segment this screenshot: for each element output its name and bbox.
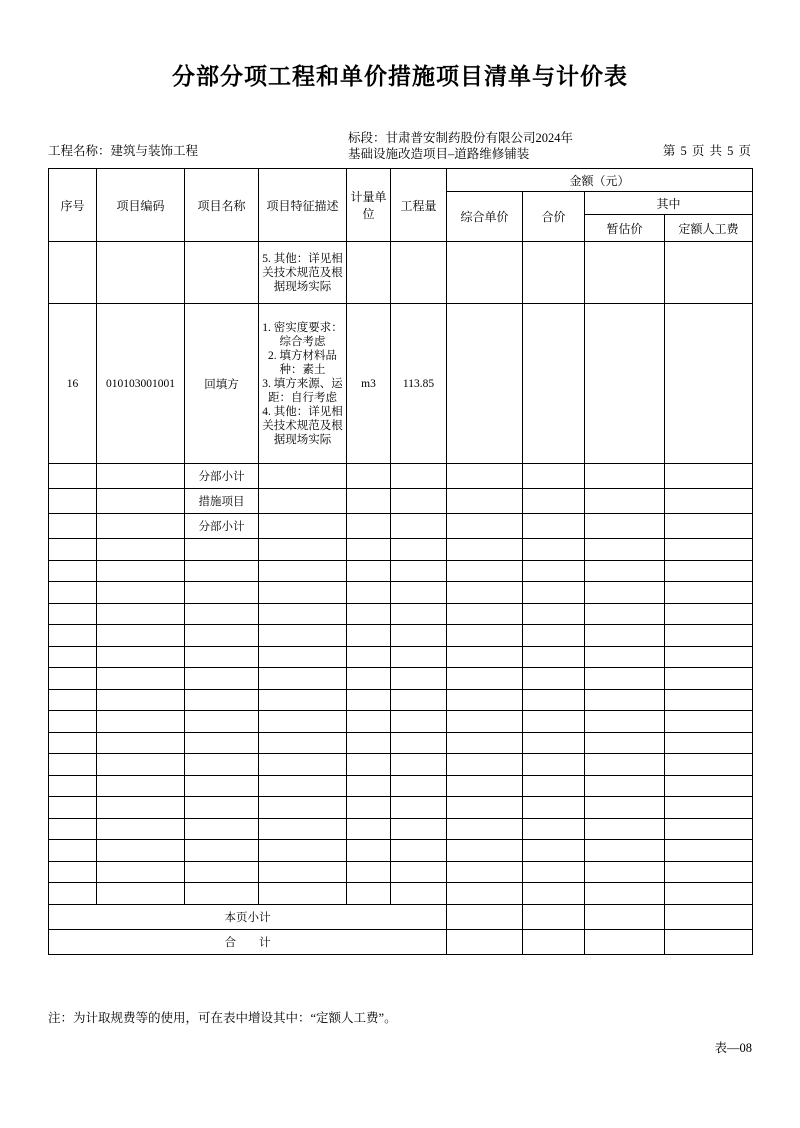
cell-name[interactable] [185, 560, 259, 582]
cell-seq[interactable]: 16 [49, 304, 97, 464]
cell-provisional[interactable] [585, 883, 665, 905]
lot-value-line1: 甘肃普安制药股份有限公司2024年 [385, 131, 574, 145]
cell-total-price[interactable] [523, 754, 585, 776]
cell-unit[interactable] [347, 883, 391, 905]
cell-total-price[interactable] [523, 775, 585, 797]
cell-total-price[interactable] [523, 732, 585, 754]
cell-feature[interactable] [259, 797, 347, 819]
cell-unit-price[interactable] [447, 797, 523, 819]
cell-labor[interactable] [665, 514, 753, 539]
cell-code[interactable] [97, 242, 185, 304]
cell-name[interactable] [185, 242, 259, 304]
cell-unit-price[interactable] [447, 514, 523, 539]
cell-quantity[interactable] [391, 489, 447, 514]
table-row[interactable] [49, 464, 753, 489]
table-row-blank[interactable] [49, 646, 753, 668]
cell-provisional[interactable] [585, 732, 665, 754]
cell-feature[interactable]: 5. 其他：详见相关技术规范及根据现场实际 [259, 242, 347, 304]
cell-labor[interactable] [665, 883, 753, 905]
cell-unit-price[interactable] [447, 464, 523, 489]
cell-total-price[interactable] [523, 560, 585, 582]
table-row-blank[interactable] [49, 560, 753, 582]
cell-total-price[interactable] [523, 689, 585, 711]
column-header-unit-price: 综合单价 [447, 192, 523, 242]
cell-provisional[interactable] [585, 840, 665, 862]
column-header-quantity: 工程量 [391, 169, 447, 242]
cell-total-price[interactable] [523, 840, 585, 862]
cell-unit[interactable] [347, 668, 391, 690]
cell-labor[interactable] [665, 489, 753, 514]
cell-name[interactable] [185, 625, 259, 647]
cell-labor[interactable] [665, 797, 753, 819]
cell-feature[interactable] [259, 668, 347, 690]
cell-quantity[interactable] [391, 732, 447, 754]
column-header-among: 其中 [585, 192, 753, 215]
cell-footer-provisional[interactable] [585, 904, 665, 929]
cell-provisional[interactable] [585, 560, 665, 582]
cell-seq[interactable] [49, 883, 97, 905]
cell-footer-total-price[interactable] [523, 904, 585, 929]
cell-unit-price[interactable] [447, 732, 523, 754]
column-header-feature: 项目特征描述 [259, 169, 347, 242]
cell-code[interactable] [97, 489, 185, 514]
cell-feature[interactable] [259, 603, 347, 625]
table-row-blank[interactable] [49, 689, 753, 711]
cell-name[interactable] [185, 539, 259, 561]
cell-feature[interactable] [259, 861, 347, 883]
table-row[interactable] [49, 242, 753, 304]
cell-quantity[interactable] [391, 861, 447, 883]
table-row[interactable] [49, 489, 753, 514]
cell-labor[interactable] [665, 754, 753, 776]
cell-name[interactable] [185, 818, 259, 840]
cell-unit[interactable] [347, 818, 391, 840]
cell-unit[interactable] [347, 625, 391, 647]
cell-feature[interactable] [259, 625, 347, 647]
cell-name[interactable] [185, 668, 259, 690]
cell-quantity[interactable] [391, 797, 447, 819]
cell-code[interactable] [97, 861, 185, 883]
cell-provisional[interactable] [585, 646, 665, 668]
column-header-seq: 序号 [49, 169, 97, 242]
cell-labor[interactable] [665, 840, 753, 862]
cell-footer-labor[interactable] [665, 929, 753, 954]
cell-code[interactable] [97, 539, 185, 561]
cell-seq[interactable] [49, 539, 97, 561]
table-row-blank[interactable] [49, 625, 753, 647]
column-header-code: 项目编码 [97, 169, 185, 242]
cell-code[interactable] [97, 840, 185, 862]
cell-total-price[interactable] [523, 514, 585, 539]
lot-field [348, 130, 573, 162]
cell-quantity[interactable] [391, 646, 447, 668]
cell-name[interactable]: 措施项目 [185, 489, 259, 514]
cell-labor[interactable] [665, 861, 753, 883]
cell-code[interactable]: 010103001001 [97, 304, 185, 464]
cell-unit-price[interactable] [447, 560, 523, 582]
cell-unit-price[interactable] [447, 818, 523, 840]
cell-name[interactable] [185, 732, 259, 754]
cell-unit[interactable] [347, 840, 391, 862]
cell-quantity[interactable] [391, 668, 447, 690]
cell-provisional[interactable] [585, 861, 665, 883]
cell-footer-labor[interactable] [665, 904, 753, 929]
cell-total-price[interactable] [523, 489, 585, 514]
cell-unit-price[interactable] [447, 775, 523, 797]
cell-code[interactable] [97, 883, 185, 905]
table-note: 注：为计取规费等的使用，可在表中增设其中：“定额人工费”。 [48, 1011, 397, 1025]
cell-total-price[interactable] [523, 539, 585, 561]
cell-name[interactable] [185, 603, 259, 625]
cell-unit[interactable] [347, 861, 391, 883]
document-meta [48, 130, 752, 166]
table-row-blank[interactable] [49, 539, 753, 561]
cell-provisional[interactable] [585, 489, 665, 514]
cell-seq[interactable] [49, 732, 97, 754]
cell-labor[interactable] [665, 711, 753, 733]
cell-provisional[interactable] [585, 711, 665, 733]
cell-name[interactable] [185, 840, 259, 862]
cell-quantity[interactable] [391, 560, 447, 582]
cell-unit-price[interactable] [447, 840, 523, 862]
cell-seq[interactable] [49, 840, 97, 862]
cell-labor[interactable] [665, 668, 753, 690]
cell-name[interactable] [185, 775, 259, 797]
cell-feature[interactable] [259, 754, 347, 776]
cell-labor[interactable] [665, 775, 753, 797]
table-row[interactable] [49, 514, 753, 539]
cell-unit[interactable] [347, 775, 391, 797]
cell-provisional[interactable] [585, 582, 665, 604]
cell-quantity[interactable] [391, 711, 447, 733]
cell-labor[interactable] [665, 625, 753, 647]
cell-unit[interactable] [347, 646, 391, 668]
cell-total-price[interactable] [523, 242, 585, 304]
cell-seq[interactable] [49, 514, 97, 539]
project-name-value: 建筑与装饰工程 [110, 144, 199, 158]
cell-seq[interactable] [49, 603, 97, 625]
cell-quantity[interactable]: 113.85 [391, 304, 447, 464]
cell-provisional[interactable] [585, 668, 665, 690]
cell-unit[interactable] [347, 732, 391, 754]
table-row-blank[interactable] [49, 732, 753, 754]
cell-unit-price[interactable] [447, 754, 523, 776]
cell-unit-price[interactable] [447, 625, 523, 647]
cell-quantity[interactable] [391, 464, 447, 489]
cell-name[interactable] [185, 646, 259, 668]
cell-seq[interactable] [49, 489, 97, 514]
page-title: 分部分项工程和单价措施项目清单与计价表 [172, 63, 628, 89]
table-row-blank[interactable] [49, 840, 753, 862]
cell-unit[interactable] [347, 539, 391, 561]
cell-code[interactable] [97, 754, 185, 776]
cell-code[interactable] [97, 646, 185, 668]
cell-total-price[interactable] [523, 625, 585, 647]
project-name-label: 工程名称： [48, 144, 111, 158]
cell-quantity[interactable] [391, 689, 447, 711]
cell-total-price[interactable] [523, 797, 585, 819]
cell-code[interactable] [97, 711, 185, 733]
column-header-unit: 计量单位 [347, 169, 391, 242]
table-row-blank[interactable] [49, 775, 753, 797]
cell-code[interactable] [97, 464, 185, 489]
cell-code[interactable] [97, 560, 185, 582]
cell-quantity[interactable] [391, 840, 447, 862]
cell-feature[interactable] [259, 539, 347, 561]
cell-provisional[interactable] [585, 775, 665, 797]
page-indicator: 第 5 页 共 5 页 [662, 144, 752, 158]
cell-unit-price[interactable] [447, 304, 523, 464]
cell-labor[interactable] [665, 539, 753, 561]
table-row[interactable] [49, 304, 753, 464]
table-row-blank[interactable] [49, 883, 753, 905]
cell-seq[interactable] [49, 775, 97, 797]
cell-seq[interactable] [49, 689, 97, 711]
cell-footer-label: 合 计 [49, 929, 447, 954]
cell-unit[interactable]: m3 [347, 304, 391, 464]
cell-name[interactable] [185, 689, 259, 711]
cell-quantity[interactable] [391, 775, 447, 797]
cell-feature[interactable] [259, 489, 347, 514]
column-header-total-price: 合价 [523, 192, 585, 242]
cell-total-price[interactable] [523, 668, 585, 690]
cell-total-price[interactable] [523, 711, 585, 733]
cell-labor[interactable] [665, 464, 753, 489]
column-header-amount-group: 金额（元） [447, 169, 753, 192]
cell-labor[interactable] [665, 582, 753, 604]
cell-total-price[interactable] [523, 861, 585, 883]
cell-seq[interactable] [49, 560, 97, 582]
cell-labor[interactable] [665, 818, 753, 840]
cell-seq[interactable] [49, 711, 97, 733]
cell-total-price[interactable] [523, 464, 585, 489]
cell-feature[interactable] [259, 775, 347, 797]
table-row-blank[interactable] [49, 603, 753, 625]
cell-code[interactable] [97, 582, 185, 604]
cell-seq[interactable] [49, 464, 97, 489]
cell-feature[interactable] [259, 582, 347, 604]
cell-feature[interactable]: 1. 密实度要求：综合考虑 2. 填方材料品种：素土 3. 填方来源、运距：自行考虑 4. 其他：详见相关技术规范及根据现场实际 [259, 304, 347, 464]
cell-unit[interactable] [347, 689, 391, 711]
lot-value-line2: 基础设施改造项目–道路维修铺装 [348, 147, 530, 161]
cell-seq[interactable] [49, 754, 97, 776]
cell-code[interactable] [97, 625, 185, 647]
cell-name[interactable] [185, 582, 259, 604]
cell-feature[interactable] [259, 711, 347, 733]
cell-name[interactable]: 分部小计 [185, 464, 259, 489]
cell-unit[interactable] [347, 754, 391, 776]
cell-unit-price[interactable] [447, 539, 523, 561]
cell-footer-total-price[interactable] [523, 929, 585, 954]
cell-seq[interactable] [49, 646, 97, 668]
cell-unit-price[interactable] [447, 861, 523, 883]
cell-unit-price[interactable] [447, 603, 523, 625]
cell-quantity[interactable] [391, 539, 447, 561]
cell-labor[interactable] [665, 603, 753, 625]
cell-total-price[interactable] [523, 582, 585, 604]
cell-code[interactable] [97, 689, 185, 711]
cell-quantity[interactable] [391, 603, 447, 625]
cell-feature[interactable] [259, 689, 347, 711]
table-row-blank[interactable] [49, 668, 753, 690]
cell-seq[interactable] [49, 818, 97, 840]
cell-code[interactable] [97, 514, 185, 539]
cell-provisional[interactable] [585, 818, 665, 840]
cell-unit[interactable] [347, 489, 391, 514]
table-row-blank[interactable] [49, 754, 753, 776]
cell-code[interactable] [97, 603, 185, 625]
cell-code[interactable] [97, 732, 185, 754]
cell-labor[interactable] [665, 560, 753, 582]
cell-unit-price[interactable] [447, 646, 523, 668]
cell-quantity[interactable] [391, 242, 447, 304]
column-header-name: 项目名称 [185, 169, 259, 242]
cell-quantity[interactable] [391, 818, 447, 840]
cell-seq[interactable] [49, 582, 97, 604]
cell-name[interactable] [185, 754, 259, 776]
cell-feature[interactable] [259, 732, 347, 754]
cell-unit-price[interactable] [447, 689, 523, 711]
cell-seq[interactable] [49, 861, 97, 883]
cell-code[interactable] [97, 775, 185, 797]
cell-labor[interactable] [665, 646, 753, 668]
cell-provisional[interactable] [585, 625, 665, 647]
table-row-blank[interactable] [49, 711, 753, 733]
table-row-blank[interactable] [49, 797, 753, 819]
cell-unit-price[interactable] [447, 242, 523, 304]
cell-code[interactable] [97, 818, 185, 840]
cell-provisional[interactable] [585, 797, 665, 819]
cell-quantity[interactable] [391, 514, 447, 539]
cell-unit-price[interactable] [447, 582, 523, 604]
cell-total-price[interactable] [523, 646, 585, 668]
table-row-blank[interactable] [49, 582, 753, 604]
table-footer-row [49, 904, 753, 929]
cell-provisional[interactable] [585, 514, 665, 539]
project-name-field [48, 141, 198, 159]
cell-footer-provisional[interactable] [585, 929, 665, 954]
cell-total-price[interactable] [523, 603, 585, 625]
table-row-blank[interactable] [49, 818, 753, 840]
cell-unit[interactable] [347, 560, 391, 582]
cell-unit-price[interactable] [447, 883, 523, 905]
cell-seq[interactable] [49, 625, 97, 647]
table-body [49, 242, 753, 955]
cell-labor[interactable] [665, 689, 753, 711]
cell-name[interactable]: 回填方 [185, 304, 259, 464]
cell-quantity[interactable] [391, 754, 447, 776]
cell-quantity[interactable] [391, 582, 447, 604]
cell-unit[interactable] [347, 711, 391, 733]
cell-unit[interactable] [347, 603, 391, 625]
cell-total-price[interactable] [523, 304, 585, 464]
cell-unit[interactable] [347, 797, 391, 819]
cell-name[interactable] [185, 711, 259, 733]
cell-provisional[interactable] [585, 539, 665, 561]
cell-feature[interactable] [259, 840, 347, 862]
cell-footer-label: 本页小计 [49, 904, 447, 929]
cell-feature[interactable] [259, 883, 347, 905]
table-row-blank[interactable] [49, 861, 753, 883]
cell-unit-price[interactable] [447, 489, 523, 514]
cell-quantity[interactable] [391, 883, 447, 905]
lot-label: 标段： [348, 131, 386, 145]
cell-name[interactable] [185, 861, 259, 883]
cell-labor[interactable] [665, 242, 753, 304]
column-header-labor: 定额人工费 [665, 215, 753, 242]
cell-name[interactable] [185, 883, 259, 905]
cell-total-price[interactable] [523, 818, 585, 840]
cell-feature[interactable] [259, 514, 347, 539]
bill-of-quantities-table [48, 168, 753, 955]
cell-quantity[interactable] [391, 625, 447, 647]
cell-code[interactable] [97, 797, 185, 819]
cell-provisional[interactable] [585, 242, 665, 304]
cell-provisional[interactable] [585, 754, 665, 776]
cell-footer-unit-price[interactable] [447, 929, 523, 954]
cell-name[interactable]: 分部小计 [185, 514, 259, 539]
cell-unit-price[interactable] [447, 668, 523, 690]
cell-name[interactable] [185, 797, 259, 819]
cell-provisional[interactable] [585, 689, 665, 711]
cell-provisional[interactable] [585, 464, 665, 489]
cell-unit[interactable] [347, 242, 391, 304]
cell-total-price[interactable] [523, 883, 585, 905]
cell-provisional[interactable] [585, 304, 665, 464]
cell-feature[interactable] [259, 464, 347, 489]
cell-feature[interactable] [259, 560, 347, 582]
cell-unit[interactable] [347, 514, 391, 539]
cell-seq[interactable] [49, 242, 97, 304]
cell-seq[interactable] [49, 668, 97, 690]
cell-unit[interactable] [347, 582, 391, 604]
cell-seq[interactable] [49, 797, 97, 819]
cell-code[interactable] [97, 668, 185, 690]
cell-footer-unit-price[interactable] [447, 904, 523, 929]
column-header-provisional: 暂估价 [585, 215, 665, 242]
cell-unit[interactable] [347, 464, 391, 489]
cell-labor[interactable] [665, 304, 753, 464]
cell-feature[interactable] [259, 818, 347, 840]
cell-labor[interactable] [665, 732, 753, 754]
form-number: 表—08 [714, 1041, 752, 1055]
cell-provisional[interactable] [585, 603, 665, 625]
table-footer-row [49, 929, 753, 954]
cell-feature[interactable] [259, 646, 347, 668]
cell-unit-price[interactable] [447, 711, 523, 733]
